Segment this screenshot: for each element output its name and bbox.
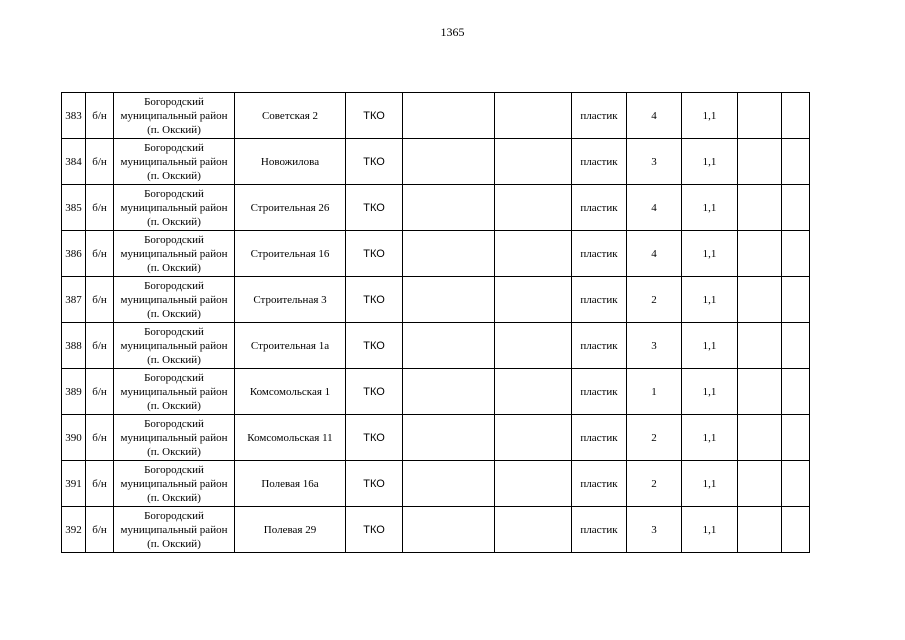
district-cell [114, 231, 235, 277]
container-count-cell: 4 [627, 185, 682, 231]
row-number-cell: 387 [62, 277, 86, 323]
empty-cell [738, 139, 782, 185]
material-cell: пластик [572, 369, 627, 415]
empty-cell [738, 185, 782, 231]
empty-cell [782, 461, 810, 507]
container-count-cell: 4 [627, 231, 682, 277]
house-number-cell: б/н [86, 415, 114, 461]
district-line: муниципальный район [120, 385, 228, 398]
district-line: муниципальный район [120, 339, 228, 352]
volume-cell: 1,1 [682, 185, 738, 231]
row-number-cell: 386 [62, 231, 86, 277]
waste-type-cell: ТКО [346, 139, 403, 185]
empty-cell [738, 507, 782, 553]
district-line: Богородский [144, 325, 204, 338]
district-line: (п. Окский) [147, 399, 201, 412]
district-cell [114, 139, 235, 185]
district-cell [114, 93, 235, 139]
table-row [62, 231, 810, 277]
house-number-cell: б/н [86, 461, 114, 507]
district-cell [114, 415, 235, 461]
empty-cell [495, 277, 572, 323]
empty-cell [403, 185, 495, 231]
container-count-cell: 4 [627, 93, 682, 139]
district-line: (п. Окский) [147, 353, 201, 366]
address-cell: Строительная 16 [235, 231, 346, 277]
material-cell: пластик [572, 231, 627, 277]
table-row [62, 507, 810, 553]
address-cell: Строительная 3 [235, 277, 346, 323]
row-number-cell: 385 [62, 185, 86, 231]
row-number-cell: 392 [62, 507, 86, 553]
district-line: Богородский [144, 509, 204, 522]
district-line: муниципальный район [120, 523, 228, 536]
empty-cell [495, 139, 572, 185]
row-number-cell: 383 [62, 93, 86, 139]
empty-cell [403, 461, 495, 507]
empty-cell [782, 507, 810, 553]
empty-cell [738, 369, 782, 415]
empty-cell [782, 277, 810, 323]
material-cell: пластик [572, 461, 627, 507]
district-line: (п. Окский) [147, 169, 201, 182]
district-line: Богородский [144, 417, 204, 430]
house-number-cell: б/н [86, 507, 114, 553]
table-body [62, 93, 810, 553]
district-line: муниципальный район [120, 293, 228, 306]
empty-cell [403, 415, 495, 461]
waste-type-cell: ТКО [346, 461, 403, 507]
district-line: муниципальный район [120, 247, 228, 260]
table-row [62, 93, 810, 139]
table-row [62, 369, 810, 415]
empty-cell [782, 93, 810, 139]
address-cell: Строительная 26 [235, 185, 346, 231]
table-row [62, 461, 810, 507]
empty-cell [782, 415, 810, 461]
district-line: Богородский [144, 233, 204, 246]
address-cell: Полевая 16а [235, 461, 346, 507]
district-line: муниципальный район [120, 477, 228, 490]
empty-cell [403, 231, 495, 277]
district-line: (п. Окский) [147, 491, 201, 504]
district-cell [114, 277, 235, 323]
house-number-cell: б/н [86, 369, 114, 415]
empty-cell [495, 185, 572, 231]
container-count-cell: 3 [627, 139, 682, 185]
volume-cell: 1,1 [682, 139, 738, 185]
table-row [62, 415, 810, 461]
material-cell: пластик [572, 323, 627, 369]
district-line: (п. Окский) [147, 261, 201, 274]
district-line: (п. Окский) [147, 123, 201, 136]
waste-type-cell: ТКО [346, 369, 403, 415]
waste-type-cell: ТКО [346, 93, 403, 139]
district-cell [114, 185, 235, 231]
empty-cell [495, 323, 572, 369]
row-number-cell: 391 [62, 461, 86, 507]
container-count-cell: 2 [627, 277, 682, 323]
material-cell: пластик [572, 507, 627, 553]
waste-type-cell: ТКО [346, 415, 403, 461]
address-cell: Полевая 29 [235, 507, 346, 553]
district-line: Богородский [144, 279, 204, 292]
district-line: Богородский [144, 187, 204, 200]
empty-cell [782, 231, 810, 277]
volume-cell: 1,1 [682, 277, 738, 323]
empty-cell [495, 461, 572, 507]
waste-type-cell: ТКО [346, 277, 403, 323]
container-count-cell: 2 [627, 415, 682, 461]
house-number-cell: б/н [86, 277, 114, 323]
table-row [62, 323, 810, 369]
container-count-cell: 2 [627, 461, 682, 507]
house-number-cell: б/н [86, 323, 114, 369]
district-line: Богородский [144, 141, 204, 154]
row-number-cell: 389 [62, 369, 86, 415]
row-number-cell: 384 [62, 139, 86, 185]
empty-cell [403, 139, 495, 185]
empty-cell [403, 93, 495, 139]
house-number-cell: б/н [86, 185, 114, 231]
address-cell: Новожилова [235, 139, 346, 185]
empty-cell [738, 323, 782, 369]
empty-cell [495, 507, 572, 553]
empty-cell [403, 369, 495, 415]
row-number-cell: 390 [62, 415, 86, 461]
district-line: Богородский [144, 371, 204, 384]
district-line: (п. Окский) [147, 445, 201, 458]
address-cell: Строительная 1а [235, 323, 346, 369]
district-line: Богородский [144, 463, 204, 476]
container-sites-table [61, 92, 810, 553]
container-count-cell: 1 [627, 369, 682, 415]
district-line: (п. Окский) [147, 537, 201, 550]
empty-cell [403, 323, 495, 369]
waste-type-cell: ТКО [346, 231, 403, 277]
volume-cell: 1,1 [682, 231, 738, 277]
empty-cell [738, 461, 782, 507]
empty-cell [403, 507, 495, 553]
district-line: (п. Окский) [147, 215, 201, 228]
waste-type-cell: ТКО [346, 323, 403, 369]
empty-cell [782, 323, 810, 369]
volume-cell: 1,1 [682, 93, 738, 139]
empty-cell [495, 231, 572, 277]
district-cell [114, 461, 235, 507]
table-row [62, 277, 810, 323]
district-line: муниципальный район [120, 201, 228, 214]
address-cell: Советская 2 [235, 93, 346, 139]
material-cell: пластик [572, 93, 627, 139]
district-line: муниципальный район [120, 431, 228, 444]
material-cell: пластик [572, 415, 627, 461]
house-number-cell: б/н [86, 231, 114, 277]
material-cell: пластик [572, 185, 627, 231]
page-number: 1365 [440, 25, 465, 39]
volume-cell: 1,1 [682, 323, 738, 369]
empty-cell [738, 93, 782, 139]
empty-cell [738, 415, 782, 461]
waste-type-cell: ТКО [346, 185, 403, 231]
empty-cell [738, 231, 782, 277]
district-cell [114, 507, 235, 553]
district-line: муниципальный район [120, 109, 228, 122]
material-cell: пластик [572, 277, 627, 323]
empty-cell [738, 277, 782, 323]
volume-cell: 1,1 [682, 369, 738, 415]
table-row [62, 185, 810, 231]
empty-cell [495, 369, 572, 415]
row-number-cell: 388 [62, 323, 86, 369]
house-number-cell: б/н [86, 93, 114, 139]
district-cell [114, 369, 235, 415]
house-number-cell: б/н [86, 139, 114, 185]
empty-cell [782, 185, 810, 231]
table-row [62, 139, 810, 185]
empty-cell [403, 277, 495, 323]
material-cell: пластик [572, 139, 627, 185]
waste-type-cell: ТКО [346, 507, 403, 553]
address-cell: Комсомольская 1 [235, 369, 346, 415]
district-line: Богородский [144, 95, 204, 108]
volume-cell: 1,1 [682, 507, 738, 553]
district-cell [114, 323, 235, 369]
container-count-cell: 3 [627, 507, 682, 553]
empty-cell [782, 369, 810, 415]
container-count-cell: 3 [627, 323, 682, 369]
empty-cell [495, 93, 572, 139]
address-cell: Комсомольская 11 [235, 415, 346, 461]
volume-cell: 1,1 [682, 415, 738, 461]
empty-cell [495, 415, 572, 461]
empty-cell [782, 139, 810, 185]
district-line: (п. Окский) [147, 307, 201, 320]
district-line: муниципальный район [120, 155, 228, 168]
volume-cell: 1,1 [682, 461, 738, 507]
